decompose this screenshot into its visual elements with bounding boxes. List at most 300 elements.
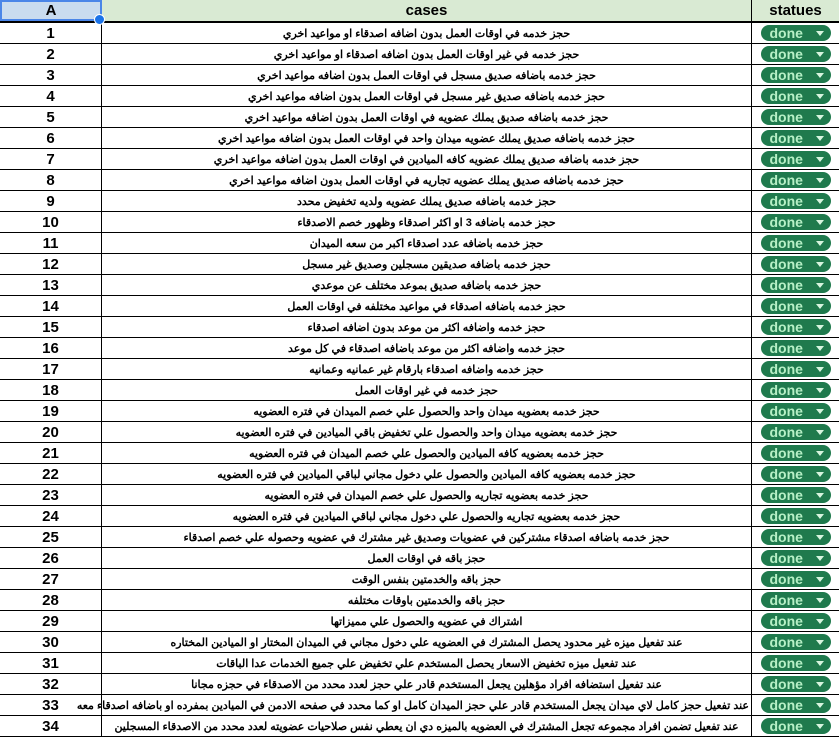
table-row	[0, 590, 839, 611]
chevron-down-icon	[816, 724, 824, 729]
status-cell[interactable]	[752, 359, 839, 379]
status-label: done	[769, 592, 803, 608]
chevron-down-icon	[816, 661, 824, 666]
status-label: done	[769, 277, 803, 293]
status-cell[interactable]	[752, 212, 839, 232]
row-number-cell[interactable]	[0, 254, 102, 274]
header-cases-label: cases	[405, 2, 448, 19]
row-number-cell[interactable]	[0, 149, 102, 169]
status-cell[interactable]	[752, 506, 839, 526]
status-dropdown-chip[interactable]	[761, 67, 831, 83]
status-cell[interactable]	[752, 170, 839, 190]
status-dropdown-chip[interactable]	[761, 109, 831, 125]
header-row	[0, 0, 839, 23]
case-text: حجز خدمه باضافه صديق يملك عضويه ولديه تخفيض محدد	[296, 195, 557, 208]
table-row	[0, 317, 839, 338]
table-row	[0, 422, 839, 443]
row-number: 29	[42, 612, 59, 630]
status-cell[interactable]	[752, 191, 839, 211]
case-cell[interactable]	[102, 401, 752, 421]
status-cell[interactable]	[752, 422, 839, 442]
row-number-cell[interactable]	[0, 611, 102, 631]
row-number-cell[interactable]	[0, 464, 102, 484]
status-label: done	[769, 571, 803, 587]
status-label: done	[769, 46, 803, 62]
row-number-cell[interactable]	[0, 548, 102, 568]
row-number: 10	[42, 213, 59, 231]
row-number: 14	[42, 297, 59, 315]
case-text: حجز خدمه بعضويه ميدان واحد والحصول علي تخفيض باقي الميادين في فتره العضويه	[235, 426, 618, 439]
case-cell[interactable]	[102, 359, 752, 379]
case-cell[interactable]	[102, 86, 752, 106]
case-cell[interactable]	[76, 695, 752, 715]
status-dropdown-chip[interactable]	[761, 214, 831, 230]
status-label: done	[769, 172, 803, 188]
case-cell[interactable]	[102, 44, 752, 64]
row-number: 25	[42, 528, 59, 546]
chevron-down-icon	[816, 52, 824, 57]
status-label: done	[769, 319, 803, 335]
table-row	[0, 254, 839, 275]
case-cell[interactable]	[102, 317, 752, 337]
row-number: 9	[46, 192, 55, 210]
status-dropdown-chip[interactable]	[761, 487, 831, 503]
header-statues-label: statues	[769, 2, 822, 19]
status-dropdown-chip[interactable]	[761, 466, 831, 482]
status-dropdown-chip[interactable]	[761, 634, 831, 650]
row-number-cell[interactable]	[0, 86, 102, 106]
row-number-cell[interactable]	[0, 65, 102, 85]
status-cell[interactable]	[752, 254, 839, 274]
row-number: 20	[42, 423, 59, 441]
status-cell[interactable]	[752, 485, 839, 505]
status-label: done	[769, 613, 803, 629]
case-cell[interactable]	[102, 128, 752, 148]
status-dropdown-chip[interactable]	[761, 571, 831, 587]
row-number: 16	[42, 339, 59, 357]
table-row	[0, 149, 839, 170]
table-row	[0, 128, 839, 149]
case-cell[interactable]	[102, 674, 752, 694]
status-cell[interactable]	[752, 296, 839, 316]
status-label: done	[769, 340, 803, 356]
case-text: حجز باقه في اوقات العمل	[367, 552, 486, 565]
chevron-down-icon	[816, 514, 824, 519]
table-row	[0, 65, 839, 86]
row-number-cell[interactable]	[0, 317, 102, 337]
status-label: done	[769, 67, 803, 83]
status-dropdown-chip[interactable]	[761, 319, 831, 335]
status-label: done	[769, 487, 803, 503]
status-dropdown-chip[interactable]	[761, 718, 831, 734]
case-cell[interactable]	[102, 422, 752, 442]
case-cell[interactable]	[102, 611, 752, 631]
case-cell[interactable]	[102, 443, 752, 463]
status-label: done	[769, 445, 803, 461]
row-number: 17	[42, 360, 59, 378]
status-dropdown-chip[interactable]	[761, 130, 831, 146]
table-row	[0, 527, 839, 548]
status-dropdown-chip[interactable]	[761, 592, 831, 608]
case-text: عند تفعيل حجز كامل لاي ميدان يجعل المستخدم قادر علي حجز الميدان كامل او كما محدد في صفحه الادمن في الميادين بمفرده او باضافه اصدقاء معه	[76, 699, 749, 712]
case-cell[interactable]	[102, 65, 752, 85]
row-number: 32	[42, 675, 59, 693]
table-row	[0, 359, 839, 380]
case-cell[interactable]	[102, 170, 752, 190]
chevron-down-icon	[816, 682, 824, 687]
status-cell[interactable]	[752, 569, 839, 589]
status-cell[interactable]	[752, 548, 839, 568]
table-row	[0, 632, 839, 653]
case-text: حجز خدمه باضافه اصدقاء في مواعيد مختلفه في اوقات العمل	[287, 300, 566, 313]
row-number: 24	[42, 507, 59, 525]
case-text: حجز باقه والخدمتين باوقات مختلفه	[347, 594, 506, 607]
row-number-cell[interactable]	[0, 653, 102, 673]
row-number-cell[interactable]	[0, 569, 102, 589]
status-cell[interactable]	[752, 107, 839, 127]
status-label: done	[769, 151, 803, 167]
case-cell[interactable]	[102, 212, 752, 232]
case-cell[interactable]	[102, 107, 752, 127]
case-text: حجز خدمه بعضويه تجاريه والحصول علي خصم الميدان في فتره العضويه	[264, 489, 589, 502]
chevron-down-icon	[816, 241, 824, 246]
chevron-down-icon	[816, 598, 824, 603]
selection-fill-handle[interactable]	[94, 14, 105, 25]
status-cell[interactable]	[752, 695, 839, 715]
chevron-down-icon	[816, 346, 824, 351]
row-number-cell[interactable]	[0, 506, 102, 526]
status-cell[interactable]	[752, 527, 839, 547]
chevron-down-icon	[816, 73, 824, 78]
status-cell[interactable]	[752, 23, 839, 43]
case-cell[interactable]	[102, 485, 752, 505]
row-number: 18	[42, 381, 59, 399]
table-row	[0, 716, 839, 737]
row-number: 27	[42, 570, 59, 588]
chevron-down-icon	[816, 556, 824, 561]
table-row	[0, 191, 839, 212]
status-cell[interactable]	[752, 443, 839, 463]
chevron-down-icon	[816, 220, 824, 225]
status-dropdown-chip[interactable]	[761, 277, 831, 293]
status-label: done	[769, 403, 803, 419]
chevron-down-icon	[816, 31, 824, 36]
status-label: done	[769, 550, 803, 566]
table-row	[0, 23, 839, 44]
case-text: حجز خدمه باضافه صديق مسجل في اوقات العمل بدون اضافه مواعيد اخري	[257, 69, 596, 82]
status-cell[interactable]	[752, 674, 839, 694]
status-dropdown-chip[interactable]	[761, 88, 831, 104]
status-dropdown-chip[interactable]	[761, 676, 831, 692]
status-cell[interactable]	[752, 233, 839, 253]
header-cell-cases[interactable]	[102, 0, 752, 21]
table-row	[0, 674, 839, 695]
table-row	[0, 401, 839, 422]
chevron-down-icon	[816, 199, 824, 204]
case-text: عند تفعيل ميزه تخفيض الاسعار يحصل المستخدم علي تخفيض علي جميع الخدمات عدا الباقات	[216, 657, 637, 670]
case-text: حجز خدمه بعضويه كافه الميادين والحصول علي دخول مجاني لباقي الميادين في فتره العضويه	[217, 468, 636, 481]
status-dropdown-chip[interactable]	[761, 172, 831, 188]
status-cell[interactable]	[752, 275, 839, 295]
case-text: حجز خدمه باضافه اصدقاء مشتركين في عضويات وصديق غير مشترك في عضويه وحصوله علي خصم اصدقاء	[183, 531, 670, 544]
row-number-cell[interactable]	[0, 212, 102, 232]
case-text: حجز خدمه باضافه صديق يملك عضويه في اوقات العمل بدون اضافه مواعيد اخري	[244, 111, 609, 124]
chevron-down-icon	[816, 451, 824, 456]
row-number: 34	[42, 717, 59, 735]
table-row	[0, 107, 839, 128]
status-dropdown-chip[interactable]	[761, 151, 831, 167]
status-label: done	[769, 256, 803, 272]
status-cell[interactable]	[752, 401, 839, 421]
status-label: done	[769, 25, 803, 41]
row-number-cell[interactable]	[0, 632, 102, 652]
chevron-down-icon	[816, 94, 824, 99]
case-cell[interactable]	[102, 296, 752, 316]
status-dropdown-chip[interactable]	[761, 655, 831, 671]
row-number: 4	[46, 87, 55, 105]
case-cell[interactable]	[102, 149, 752, 169]
status-label: done	[769, 235, 803, 251]
row-number: 2	[46, 45, 55, 63]
status-cell[interactable]	[752, 653, 839, 673]
status-cell[interactable]	[752, 86, 839, 106]
row-number: 1	[46, 24, 55, 42]
row-number: 5	[46, 108, 55, 126]
status-cell[interactable]	[752, 632, 839, 652]
case-text: حجز خدمه باضافه صديق يملك عضويه ميدان واحد في اوقات العمل بدون اضافه مواعيد اخري	[218, 132, 635, 145]
row-number: 23	[42, 486, 59, 504]
table-row	[0, 485, 839, 506]
row-number-cell[interactable]	[0, 527, 102, 547]
row-number: 3	[46, 66, 55, 84]
chevron-down-icon	[816, 388, 824, 393]
status-label: done	[769, 697, 803, 713]
status-cell[interactable]	[752, 317, 839, 337]
case-text: حجز خدمه بعضويه ميدان واحد والحصول علي خصم الميدان في فتره العضويه	[253, 405, 600, 418]
table-row	[0, 464, 839, 485]
row-number: 30	[42, 633, 59, 651]
row-number-cell[interactable]	[0, 128, 102, 148]
status-dropdown-chip[interactable]	[761, 508, 831, 524]
table-row	[0, 611, 839, 632]
row-number: 13	[42, 276, 59, 294]
row-number-cell[interactable]	[0, 23, 102, 43]
status-dropdown-chip[interactable]	[761, 46, 831, 62]
row-number-cell[interactable]	[0, 401, 102, 421]
status-cell[interactable]	[752, 464, 839, 484]
row-number-cell[interactable]	[0, 296, 102, 316]
table-row	[0, 296, 839, 317]
case-text: حجز خدمه باضافه 3 او اكثر اصدقاء وظهور خصم الاصدقاء	[297, 216, 556, 229]
row-number-cell[interactable]	[0, 191, 102, 211]
status-dropdown-chip[interactable]	[761, 529, 831, 545]
case-cell[interactable]	[102, 632, 752, 652]
table-row	[0, 653, 839, 674]
case-text: حجز خدمه بعضويه تجاريه والحصول علي دخول مجاني لباقي الميادين في فتره العضويه	[232, 510, 621, 523]
status-cell[interactable]	[752, 338, 839, 358]
case-text: عند تفعيل تضمن افراد مجموعه تجعل المشترك في العضويه بالميزه دي ان يعطي نفس صلاحيات عضويته لعدد محدد من الاصدقاء المسجلين	[114, 720, 739, 733]
chevron-down-icon	[816, 304, 824, 309]
status-dropdown-chip[interactable]	[761, 25, 831, 41]
table-row	[0, 275, 839, 296]
chevron-down-icon	[816, 367, 824, 372]
row-number: 11	[42, 234, 59, 252]
row-number-cell[interactable]	[0, 338, 102, 358]
row-number-cell[interactable]	[0, 422, 102, 442]
case-text: حجز خدمه باضافه صديق غير مسجل في اوقات العمل بدون اضافه مواعيد اخري	[248, 90, 606, 103]
chevron-down-icon	[816, 577, 824, 582]
case-text: حجز خدمه باضافه صديق يملك عضويه تجاريه في اوقات العمل بدون اضافه مواعيد اخري	[229, 174, 624, 187]
status-label: done	[769, 298, 803, 314]
header-a-label: A	[45, 2, 57, 19]
case-cell[interactable]	[102, 569, 752, 589]
case-cell[interactable]	[102, 590, 752, 610]
row-number-cell[interactable]	[0, 44, 102, 64]
row-number-cell[interactable]	[0, 716, 102, 736]
row-number-cell[interactable]	[0, 443, 102, 463]
row-number-cell[interactable]	[0, 380, 102, 400]
status-cell[interactable]	[752, 716, 839, 736]
chevron-down-icon	[816, 115, 824, 120]
row-number-cell[interactable]	[0, 359, 102, 379]
row-number: 12	[42, 255, 59, 273]
table-row	[0, 569, 839, 590]
row-number-cell[interactable]	[0, 590, 102, 610]
table-row	[0, 170, 839, 191]
status-label: done	[769, 655, 803, 671]
chevron-down-icon	[816, 493, 824, 498]
case-text: حجز خدمه باضافه صديق بموعد مختلف عن موعدي	[311, 279, 542, 292]
table-row	[0, 233, 839, 254]
case-cell[interactable]	[102, 527, 752, 547]
status-label: done	[769, 424, 803, 440]
table-row	[0, 548, 839, 569]
row-number: 28	[42, 591, 59, 609]
status-cell[interactable]	[752, 128, 839, 148]
case-cell[interactable]	[102, 275, 752, 295]
chevron-down-icon	[816, 535, 824, 540]
table-row	[0, 86, 839, 107]
chevron-down-icon	[816, 262, 824, 267]
case-text: حجز خدمه باضافه صديقين مسجلين وصديق غير مسجل	[302, 258, 551, 271]
chevron-down-icon	[816, 283, 824, 288]
row-number-cell[interactable]	[0, 674, 102, 694]
chevron-down-icon	[816, 409, 824, 414]
row-number: 31	[42, 654, 59, 672]
case-cell[interactable]	[102, 653, 752, 673]
status-dropdown-chip[interactable]	[761, 256, 831, 272]
case-text: عند تفعيل ميزه غير محدود يحصل المشترك في العضويه علي دخول مجاني في الميدان المختار او الميادين المختاره	[170, 636, 683, 649]
status-dropdown-chip[interactable]	[761, 361, 831, 377]
status-cell[interactable]	[752, 65, 839, 85]
status-cell[interactable]	[752, 149, 839, 169]
table-row	[0, 695, 839, 716]
case-cell[interactable]	[102, 338, 752, 358]
status-label: done	[769, 676, 803, 692]
case-cell[interactable]	[102, 23, 752, 43]
table-row	[0, 44, 839, 65]
case-cell[interactable]	[102, 233, 752, 253]
status-dropdown-chip[interactable]	[761, 550, 831, 566]
case-text: حجز خدمه في غير اوقات العمل بدون اضافه اصدقاء او مواعيد اخري	[273, 48, 580, 61]
status-dropdown-chip[interactable]	[761, 193, 831, 209]
row-number: 6	[46, 129, 55, 147]
case-text: حجز باقه والخدمتين بنفس الوقت	[351, 573, 502, 586]
case-text: حجز خدمه في غير اوقات العمل	[355, 384, 498, 397]
chevron-down-icon	[816, 325, 824, 330]
case-text: حجز خدمه واضافه اكثر من موعد بدون اضافه اصدقاء	[307, 321, 546, 334]
row-number-cell[interactable]	[0, 107, 102, 127]
status-label: done	[769, 382, 803, 398]
header-cell-statues[interactable]	[752, 0, 839, 21]
chevron-down-icon	[816, 472, 824, 477]
row-number-cell[interactable]	[0, 485, 102, 505]
case-cell[interactable]	[102, 716, 752, 736]
status-cell[interactable]	[752, 44, 839, 64]
header-cell-a[interactable]	[0, 0, 102, 21]
row-number-cell[interactable]	[0, 275, 102, 295]
case-cell[interactable]	[102, 548, 752, 568]
status-dropdown-chip[interactable]	[761, 298, 831, 314]
case-cell[interactable]	[102, 506, 752, 526]
status-dropdown-chip[interactable]	[761, 403, 831, 419]
case-text: حجز خدمه في اوقات العمل بدون اضافه اصدقاء او مواعيد اخري	[282, 27, 571, 40]
status-label: done	[769, 634, 803, 650]
table-row	[0, 338, 839, 359]
case-cell[interactable]	[102, 191, 752, 211]
chevron-down-icon	[816, 136, 824, 141]
status-dropdown-chip[interactable]	[761, 445, 831, 461]
table-row	[0, 380, 839, 401]
chevron-down-icon	[816, 703, 824, 708]
case-text: حجز خدمه بعضويه كافه الميادين والحصول علي خصم الميدان في فتره العضويه	[249, 447, 604, 460]
status-dropdown-chip[interactable]	[761, 340, 831, 356]
status-label: done	[769, 529, 803, 545]
status-label: done	[769, 466, 803, 482]
case-cell[interactable]	[102, 464, 752, 484]
row-number-cell[interactable]	[0, 170, 102, 190]
row-number-cell[interactable]	[0, 233, 102, 253]
case-text: اشتراك في عضويه والحصول علي مميزاتها	[330, 615, 523, 628]
case-text: حجز خدمه واضافه اصدقاء بارقام غير عمانيه وعمانيه	[309, 363, 544, 376]
case-cell[interactable]	[102, 254, 752, 274]
row-number: 26	[42, 549, 59, 567]
chevron-down-icon	[816, 178, 824, 183]
chevron-down-icon	[816, 157, 824, 162]
status-cell[interactable]	[752, 380, 839, 400]
status-dropdown-chip[interactable]	[761, 235, 831, 251]
status-cell[interactable]	[752, 590, 839, 610]
case-cell[interactable]	[102, 380, 752, 400]
table-body	[0, 23, 839, 737]
case-text: حجز خدمه باضافه عدد اصدقاء اكبر من سعه الميدان	[309, 237, 544, 250]
status-label: done	[769, 193, 803, 209]
row-number: 15	[42, 318, 59, 336]
table-row	[0, 443, 839, 464]
status-label: done	[769, 214, 803, 230]
status-dropdown-chip[interactable]	[761, 613, 831, 629]
status-dropdown-chip[interactable]	[761, 382, 831, 398]
status-label: done	[769, 718, 803, 734]
status-dropdown-chip[interactable]	[761, 424, 831, 440]
status-dropdown-chip[interactable]	[761, 697, 831, 713]
chevron-down-icon	[816, 619, 824, 624]
row-number: 33	[42, 696, 59, 714]
status-cell[interactable]	[752, 611, 839, 631]
row-number: 7	[46, 150, 55, 168]
status-label: done	[769, 88, 803, 104]
row-number: 21	[42, 444, 59, 462]
